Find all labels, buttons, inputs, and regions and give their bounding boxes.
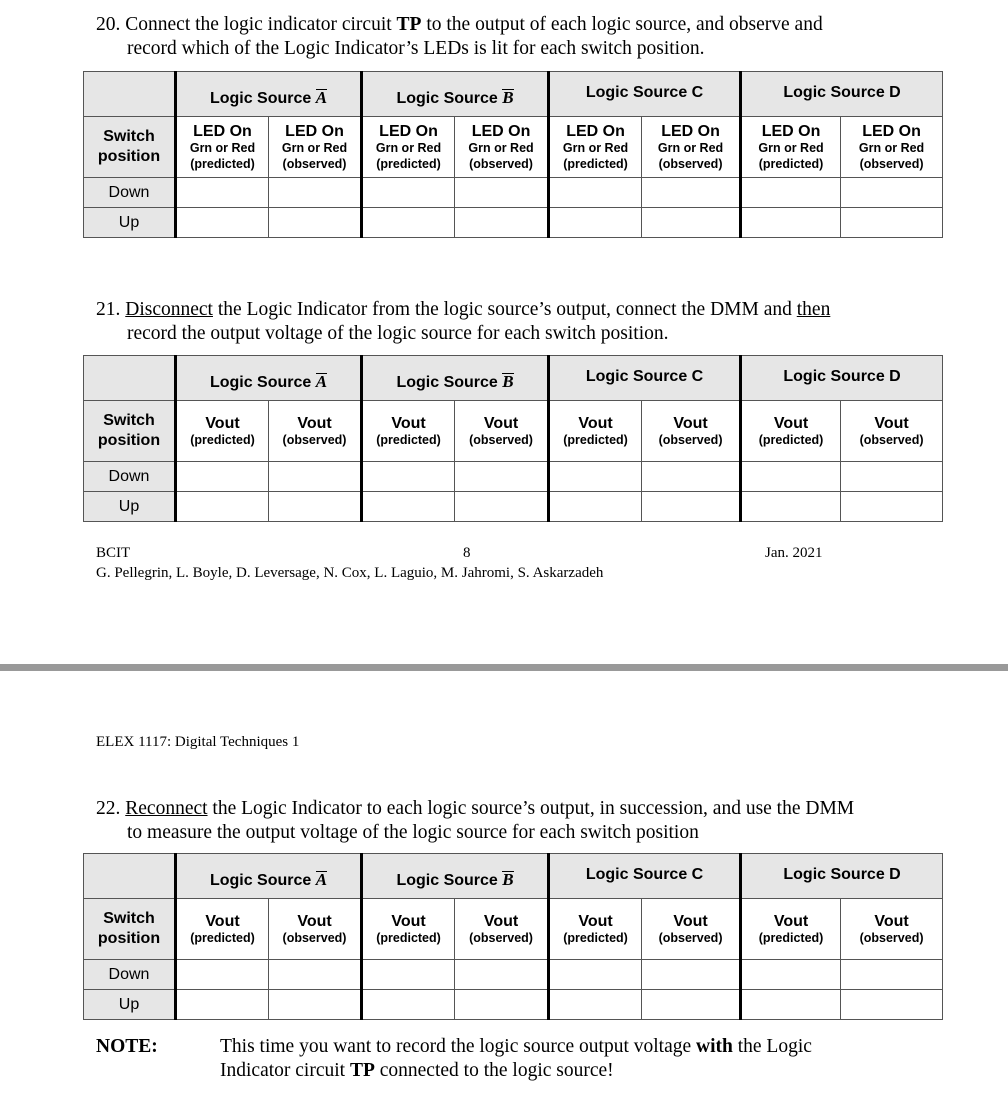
- footer-authors: G. Pellegrin, L. Boyle, D. Leversage, N. Cox, L. Laguio, M. Jahromi, S. Askarzadeh: [96, 565, 604, 581]
- vout-table-1: Logic Source A Logic Source B Logic Source C Logic Source D Switch position Vout (predicted) Vout (observed) Vout (predicted) Vout (observed) Vout (predicted) Vout (observed) Vout (predicted) Vout (observed) Down Up: [83, 355, 943, 522]
- led-table: Logic Source A Logic Source B Logic Source C Logic Source D Switch position LED On Grn or Red (predicted) LED On Grn or Red (observed) LED On Grn or Red (predicted) LED On Grn or Red (observed) LED On Grn or Red (predicted) LED On Grn or Red (observed) LED On Grn or Red (predicted) LED On Grn or Red (observed) Down Up: [83, 71, 943, 238]
- note-label: NOTE:: [96, 1036, 158, 1057]
- table-row-up: Up: [84, 208, 943, 238]
- header-source-b: Logic Source B: [362, 72, 549, 117]
- switch-position-label: Switch position: [84, 117, 176, 178]
- question-21: 21. Disconnect the Logic Indicator from the logic source’s output, connect the DMM and then record the output voltage of the logic source for each switch position.: [96, 299, 831, 344]
- vout-table-2: Logic Source A Logic Source B Logic Source C Logic Source D Switch position Vout (predicted) Vout (observed) Vout (predicted) Vout (observed) Vout (predicted) Vout (observed) Vout (predicted) Vout (observed) Down Up: [83, 853, 943, 1020]
- header-source-d: Logic Source D: [741, 356, 943, 401]
- header-source-a: Logic Source A: [176, 854, 362, 899]
- note-text: This time you want to record the logic source output voltage with the Logic Indicator circuit TP connected to the logic source!: [220, 1036, 812, 1081]
- header-source-b: Logic Source B: [362, 854, 549, 899]
- header-source-c: Logic Source C: [549, 356, 741, 401]
- question-number: 20.: [96, 14, 121, 35]
- footer-page-number: 8: [463, 545, 471, 561]
- header-source-a: Logic Source A: [176, 356, 362, 401]
- tp-label: TP: [396, 14, 422, 35]
- table-row-down: Down: [84, 960, 943, 990]
- footer-org: BCIT: [96, 545, 131, 561]
- question-22: 22. Reconnect the Logic Indicator to each logic source’s output, in succession, and use the DMM to measure the output voltage of the logic source for each switch position: [96, 798, 855, 843]
- corner-cell: [84, 72, 176, 117]
- header-source-b: Logic Source B: [362, 356, 549, 401]
- page-separator: [0, 664, 1008, 671]
- table-row-up: Up: [84, 492, 943, 522]
- table-row-down: Down: [84, 178, 943, 208]
- header-source-d: Logic Source D: [741, 72, 943, 117]
- page-header: ELEX 1117: Digital Techniques 1: [96, 734, 300, 750]
- header-source-c: Logic Source C: [549, 72, 741, 117]
- table-row-down: Down: [84, 462, 943, 492]
- header-source-c: Logic Source C: [549, 854, 741, 899]
- footer-date: Jan. 2021: [765, 545, 823, 561]
- table-row-up: Up: [84, 990, 943, 1020]
- question-20: 20. Connect the logic indicator circuit TP to the output of each logic source, and observe and record which of the Logic Indicator’s LEDs is lit for each switch position.: [96, 14, 823, 59]
- header-source-d: Logic Source D: [741, 854, 943, 899]
- header-source-a: Logic Source A: [176, 72, 362, 117]
